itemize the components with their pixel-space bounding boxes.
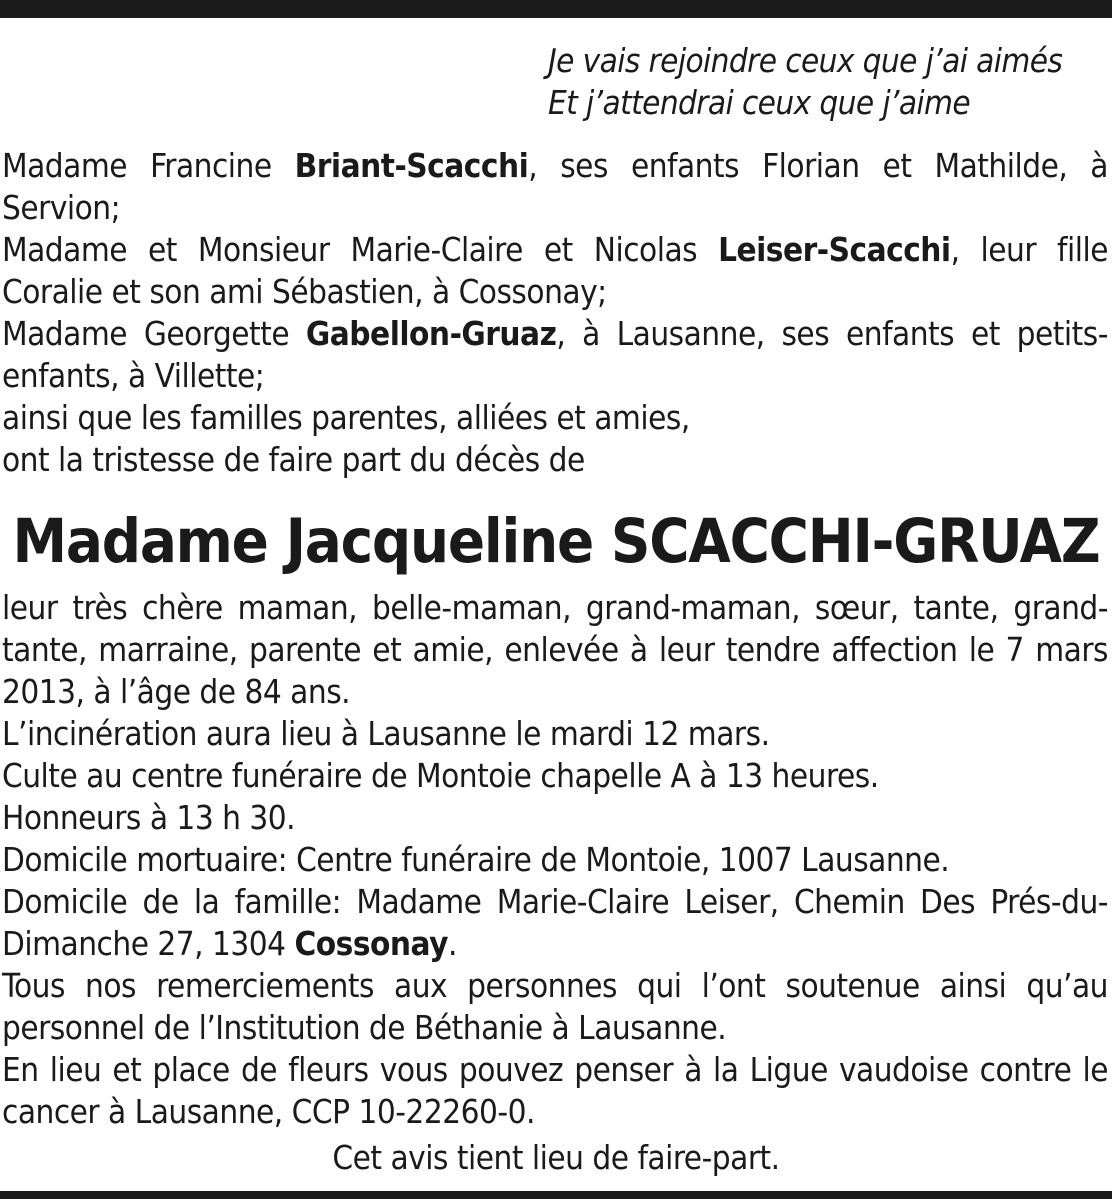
closing-line: Cet avis tient lieu de faire-part. (332, 1138, 780, 1177)
family-name-gabellon: Gabellon-Gruaz (305, 314, 557, 353)
family-line-2: Madame et Monsieur Marie-Claire et Nicolas Leiser-Scacchi, leur fille Coralie et son ami Sébastien, à Cossonay; (2, 230, 1108, 311)
cremation-info: L’incinération aura lieu à Lausanne le mardi 12 mars. (2, 714, 770, 753)
top-border-rule (0, 0, 1112, 18)
donation-text: En lieu et place de fleurs vous pouvez penser à la Ligue vaudoise contre le cancer à Lausanne, CCP 10-22260-0. (2, 1050, 1108, 1131)
epigraph-line-2: Et j’attendrai ceux que j’aime (548, 83, 971, 122)
epigraph-line-1: Je vais rejoindre ceux que j’ai aimés (548, 41, 1063, 80)
bottom-border-rule (0, 1191, 1112, 1199)
family-announcement (2, 145, 1108, 481)
family-name-leiser: Leiser-Scacchi (718, 230, 951, 269)
honors-info: Honneurs à 13 h 30. (2, 798, 296, 837)
mortuary-address: Domicile mortuaire: Centre funéraire de Montoie, 1007 Lausanne. (2, 840, 950, 879)
family-address: Domicile de la famille: Madame Marie-Claire Leiser, Chemin Des Prés-du-Dimanche 27, 1304 Cossonay. (2, 882, 1108, 963)
family-line-4: ainsi que les familles parentes, alliées et amies, (2, 398, 690, 437)
family-name-briant: Briant-Scacchi (294, 146, 529, 185)
family-town: Cossonay (294, 924, 448, 963)
service-info: Culte au centre funéraire de Montoie chapelle A à 13 heures. (2, 756, 879, 795)
family-line-1: Madame Francine Briant-Scacchi, ses enfants Florian et Mathilde, à Servion; (2, 146, 1108, 227)
epigraph (548, 40, 1108, 124)
notice-details (2, 587, 1108, 1133)
deceased-name-heading: Madame Jacqueline SCACCHI-GRUAZ (12, 506, 1100, 577)
family-line-5: ont la tristesse de faire part du décès de (2, 440, 585, 479)
thanks-text: Tous nos remerciements aux personnes qui l’ont soutenue ainsi qu’au personnel de l’Institution de Béthanie à Lausanne. (2, 966, 1108, 1047)
family-line-3: Madame Georgette Gabellon-Gruaz, à Lausanne, ses enfants et petits-enfants, à Villette; (2, 314, 1108, 395)
tribute-text: leur très chère maman, belle-maman, grand-maman, sœur, tante, grand-tante, marraine, parente et amie, enlevée à leur tendre affection le 7 mars 2013, à l’âge de 84 ans. (2, 588, 1108, 711)
